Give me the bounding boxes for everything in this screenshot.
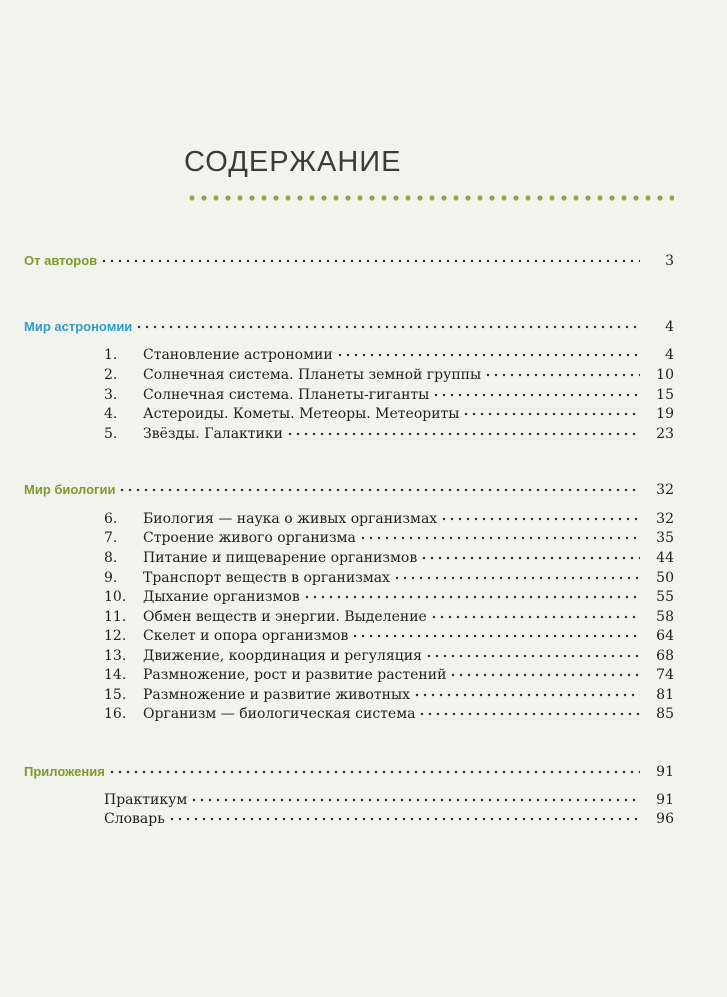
page-number: 23 [656, 426, 674, 442]
item-number: 12. [104, 628, 127, 644]
page-number: 32 [656, 511, 674, 527]
item-label: Словарь [104, 811, 165, 827]
item-label: Организм — биологическая система [143, 706, 416, 722]
toc-section-authors[interactable] [24, 252, 674, 270]
toc-item[interactable] [104, 425, 674, 443]
section-label: Мир астрономии [24, 319, 133, 334]
page-number: 4 [665, 347, 674, 363]
dot-leader [336, 350, 640, 360]
toc-item[interactable] [104, 386, 674, 404]
section-label: От авторов [24, 253, 98, 268]
page-number: 96 [656, 811, 674, 827]
item-number: 10. [104, 589, 127, 605]
page-number: 85 [656, 706, 674, 722]
item-number: 6. [104, 511, 118, 527]
dot-leader [449, 670, 640, 680]
toc-item[interactable] [104, 627, 674, 645]
toc-item[interactable] [104, 705, 674, 723]
section-label: Мир биологии [24, 482, 116, 497]
item-number: 3. [104, 387, 118, 403]
item-label: Движение, координация и регуляция [143, 648, 422, 664]
page-number: 55 [656, 589, 674, 605]
page-number: 58 [656, 609, 674, 625]
toc-item[interactable] [104, 366, 674, 384]
item-label: Транспорт веществ в организмах [143, 570, 390, 586]
page-number: 35 [656, 530, 674, 546]
dot-leader [190, 795, 640, 805]
page-number: 91 [656, 792, 674, 808]
item-number: 2. [104, 367, 118, 383]
item-label: Дыхание организмов [143, 589, 300, 605]
dot-leader [440, 514, 640, 524]
dot-leader [420, 553, 640, 563]
page-number: 74 [656, 667, 674, 683]
item-label: Скелет и опора организмов [143, 628, 349, 644]
item-label: Астероиды. Кометы. Метеоры. Метеориты [143, 406, 460, 422]
dot-leader [351, 631, 640, 641]
page-number: 10 [656, 367, 674, 383]
toc-item[interactable] [104, 346, 674, 364]
item-label: Размножение и развитие животных [143, 687, 410, 703]
item-number: 9. [104, 570, 118, 586]
toc-item[interactable] [104, 529, 674, 547]
item-label: Звёзды. Галактики [143, 426, 283, 442]
toc-item[interactable] [104, 647, 674, 665]
page-number: 44 [656, 550, 674, 566]
toc-item[interactable] [104, 666, 674, 684]
item-label: Питание и пищеварение организмов [143, 550, 418, 566]
toc-section-appendix[interactable] [24, 763, 674, 781]
item-number: 13. [104, 648, 127, 664]
page-number: 81 [656, 687, 674, 703]
section-label: Приложения [24, 764, 105, 779]
page-number: 64 [656, 628, 674, 644]
dot-leader [359, 533, 640, 543]
item-number: 11. [104, 609, 127, 625]
item-label: Размножение, рост и развитие растений [143, 667, 447, 683]
page-number: 3 [665, 253, 674, 269]
dot-leader [393, 573, 640, 583]
toc-item[interactable] [104, 549, 674, 567]
item-label: Солнечная система. Планеты-гиганты [143, 387, 430, 403]
item-number: 14. [104, 667, 127, 683]
item-number: 1. [104, 347, 118, 363]
toc-section-astronomy[interactable] [24, 318, 674, 336]
item-label: Обмен веществ и энергии. Выделение [143, 609, 427, 625]
page-number: 50 [656, 570, 674, 586]
toc-item[interactable] [104, 405, 674, 423]
dot-leader [108, 767, 640, 777]
dot-leader [135, 322, 640, 332]
toc-item[interactable] [104, 510, 674, 528]
item-number: 8. [104, 550, 118, 566]
dot-leader [425, 651, 640, 661]
dot-leader [286, 429, 640, 439]
page-number: 4 [665, 319, 674, 335]
page-number: 91 [656, 764, 674, 780]
item-label: Строение живого организма [143, 530, 356, 546]
dot-leader [413, 690, 640, 700]
item-number: 5. [104, 426, 118, 442]
page-number: 32 [656, 482, 674, 498]
item-label: Становление астрономии [143, 347, 333, 363]
toc-item[interactable] [104, 608, 674, 626]
item-label: Биология — наука о живых организмах [143, 511, 438, 527]
page-number: 15 [656, 387, 674, 403]
page-number: 68 [656, 648, 674, 664]
dot-leader [100, 256, 640, 266]
title-dotted-divider [186, 195, 674, 201]
dot-leader [168, 814, 640, 824]
item-number: 16. [104, 706, 127, 722]
dot-leader [303, 592, 640, 602]
dot-leader [118, 485, 640, 495]
item-number: 15. [104, 687, 127, 703]
toc-section-biology[interactable] [24, 481, 674, 499]
item-number: 4. [104, 406, 118, 422]
dot-leader [462, 409, 640, 419]
page-number: 19 [656, 406, 674, 422]
toc-item-glossary[interactable] [104, 810, 674, 828]
toc-item[interactable] [104, 569, 674, 587]
page-title: СОДЕРЖАНИЕ [184, 146, 402, 178]
toc-item-practicum[interactable] [104, 791, 674, 809]
dot-leader [430, 612, 640, 622]
toc-item[interactable] [104, 686, 674, 704]
toc-item[interactable] [104, 588, 674, 606]
item-number: 7. [104, 530, 118, 546]
item-label: Солнечная система. Планеты земной группы [143, 367, 482, 383]
dot-leader [418, 709, 640, 719]
dot-leader [432, 390, 640, 400]
dot-leader [484, 370, 640, 380]
item-label: Практикум [104, 792, 188, 808]
